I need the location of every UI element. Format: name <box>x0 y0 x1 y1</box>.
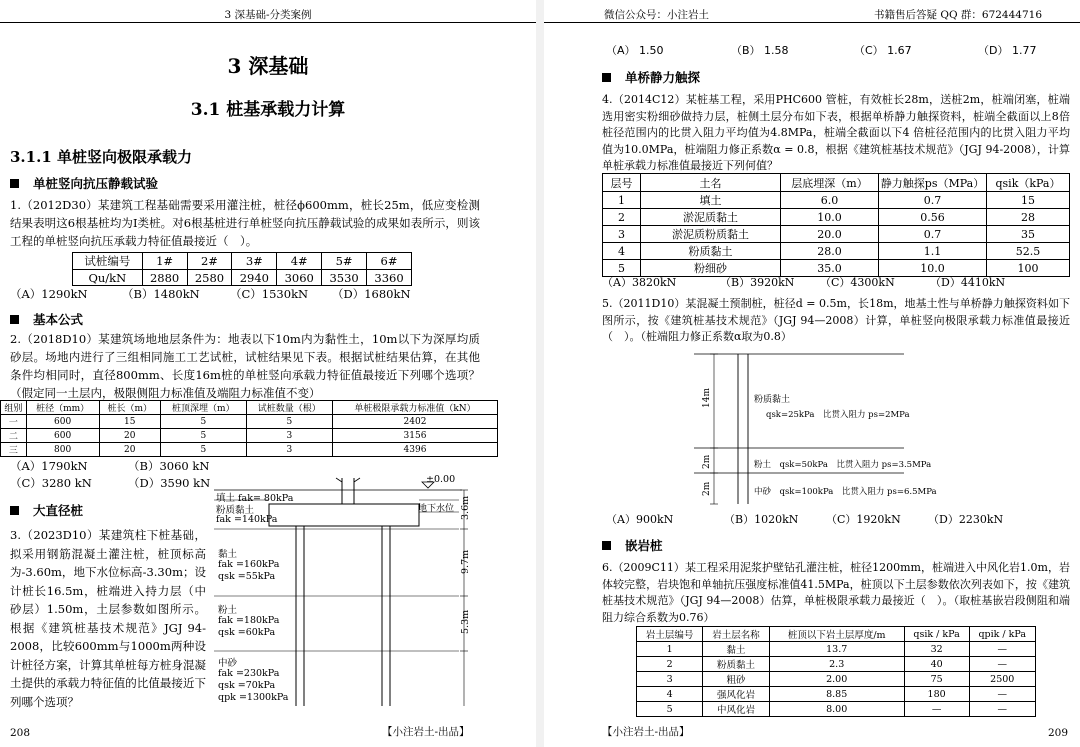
q2-cell: 15 <box>99 415 160 429</box>
heading-basic-formula: 基本公式 <box>10 310 83 328</box>
table-row <box>603 192 1070 209</box>
right-page <box>544 0 1080 747</box>
q4-cell: 淤泥质黏土 <box>641 209 781 226</box>
q2-option-b: （B）3060 kN <box>128 459 210 473</box>
table-row <box>637 657 1036 672</box>
q4-cell: 35.0 <box>781 260 879 277</box>
table-row <box>637 702 1036 717</box>
q4-cell: 0.56 <box>879 209 987 226</box>
q2-cell: 5 <box>160 429 246 443</box>
q1-table-header: 试桩编号 <box>73 253 143 270</box>
q3-silt-fak: fak =180kPa <box>218 615 280 626</box>
q5-option-d: （D）2230kN <box>928 513 1004 526</box>
q2-cell: 3 <box>246 429 332 443</box>
q3-clay-fak: fak =160kPa <box>218 559 280 570</box>
q1-table-header: 3# <box>232 253 277 270</box>
q3-soil-diagram <box>214 474 484 710</box>
table-row <box>637 687 1036 702</box>
q2-table-header: 桩顶深埋（m） <box>160 401 246 415</box>
q5-layer2: 粉土 qsk=50kPa 比贯入阻力 ps=3.5MPa <box>754 460 932 470</box>
q5-dim-1: 14m <box>702 388 712 408</box>
q2-cell: 二 <box>1 429 27 443</box>
q6-table-header: qsik / kPa <box>904 627 969 642</box>
q4-cell: 5 <box>603 260 641 277</box>
q1-table-header: 5# <box>322 253 367 270</box>
q3-sand-label: 中砂 <box>218 658 238 669</box>
q6-table-header: 岩土层名称 <box>703 627 769 642</box>
q4-cell: 0.7 <box>879 192 987 209</box>
table-row <box>603 226 1070 243</box>
q2-cell: 2402 <box>332 415 497 429</box>
q5-dim-2: 2m <box>702 454 712 469</box>
section-title: 3.1 桩基承载力计算 <box>190 100 346 120</box>
top-option-b: （B） 1.58 <box>731 44 789 57</box>
q4-cell: 填土 <box>641 192 781 209</box>
bullet-square-icon <box>10 506 19 515</box>
right-page-number: 209 <box>1048 727 1069 739</box>
q4-table-header: 土名 <box>641 174 781 192</box>
q1-table-row-label: Qu/kN <box>73 270 143 286</box>
q4-cell: 粉细砂 <box>641 260 781 277</box>
q3-silt-clay-label: 粉质黏土 <box>216 505 255 516</box>
q3-dim-3: 5.3m <box>460 609 471 634</box>
q2-cell: 4396 <box>332 443 497 457</box>
q5-layer1-params: qsk=25kPa 比贯入阻力 ps=2MPa <box>766 410 910 420</box>
top-option-d: （D） 1.77 <box>978 44 1037 57</box>
q2-table-header: 试桩数量（根） <box>246 401 332 415</box>
q6-cell: 180 <box>904 687 969 702</box>
q6-cell: 粉质黏土 <box>703 657 769 672</box>
q4-cell: 4 <box>603 243 641 260</box>
q3-dim-2: 9.7m <box>460 549 471 574</box>
q6-cell: 粗砂 <box>703 672 769 687</box>
page-gutter <box>536 0 544 747</box>
q4-options <box>602 274 1072 290</box>
heading-cpt: 单桥静力触探 <box>602 68 700 86</box>
table-row <box>603 243 1070 260</box>
q1-table-cell: 3360 <box>367 270 412 286</box>
q5-option-b: （B）1020kN <box>724 513 799 526</box>
bullet-square-icon <box>10 179 19 188</box>
top-option-c: （C） 1.67 <box>854 44 912 57</box>
bullet-square-icon <box>10 315 19 324</box>
table-row <box>637 672 1036 687</box>
q1-table-cell: 3530 <box>322 270 367 286</box>
q1-option-c: （C）1530kN <box>230 287 309 301</box>
q5-options <box>606 511 1066 527</box>
q4-table-header: qsik（kPa） <box>987 174 1070 192</box>
q3-fill-label: 填土 fak= 80kPa <box>216 493 294 504</box>
q2-cell: 5 <box>160 443 246 457</box>
q6-cell: 5 <box>637 702 703 717</box>
q6-cell: — <box>969 702 1035 717</box>
q6-text: 6.（2009C11）某工程采用泥浆护壁钻孔灌注桩，桩径1200mm，桩端进入中风化岩1.0m，岩体较完整，岩块饱和单轴抗压强度标准值41.5MPa，桩顶以下土层参数依次列表如下，按《建筑桩基技术规范》（JGJ 94—2008）估算，单桩极限承载力最接近（ ）。（取桩基嵌岩段侧阻和端阻力综合系数为0.76） <box>602 561 1070 624</box>
left-page-number: 208 <box>10 727 31 739</box>
q1-option-b: （B）1480kN <box>122 287 200 301</box>
q4-table-header: 层号 <box>603 174 641 192</box>
table-row <box>637 642 1036 657</box>
q6-cell: 3 <box>637 672 703 687</box>
subsection-title: 3.1.1 单桩竖向极限承载力 <box>10 148 192 166</box>
q4-cell: 28 <box>987 209 1070 226</box>
q6-cell: 13.7 <box>769 642 904 657</box>
q6-cell: 2.00 <box>769 672 904 687</box>
q6-cell: — <box>904 702 969 717</box>
bullet-square-icon <box>602 73 611 82</box>
q6-cell: 2 <box>637 657 703 672</box>
q6-cell: — <box>969 657 1035 672</box>
q2-cell: 800 <box>26 443 99 457</box>
q4-option-d: （D）4410kN <box>930 276 1006 289</box>
q3-elevation: ±0.00 <box>426 474 456 485</box>
left-page <box>0 0 536 747</box>
q2-cell: 5 <box>246 415 332 429</box>
left-header <box>0 3 536 23</box>
q4-cell: 0.7 <box>879 226 987 243</box>
q6-table <box>636 626 1036 717</box>
q4-option-a: （A）3820kN <box>602 276 677 289</box>
q2-cell: 一 <box>1 415 27 429</box>
q6-cell: 8.85 <box>769 687 904 702</box>
q4-cell: 3 <box>603 226 641 243</box>
q6-cell: 75 <box>904 672 969 687</box>
q1-table-header: 6# <box>367 253 412 270</box>
q5-layer1-name: 粉质黏土 <box>754 395 791 405</box>
q4-option-c: （C）4300kN <box>820 276 895 289</box>
q6-cell: 2.3 <box>769 657 904 672</box>
q6-cell: 40 <box>904 657 969 672</box>
q1-table-cell: 2940 <box>232 270 277 286</box>
q6-cell: 32 <box>904 642 969 657</box>
right-header <box>544 3 1080 23</box>
q4-cell: 28.0 <box>781 243 879 260</box>
q4-cell: 52.5 <box>987 243 1070 260</box>
chapter-title: 3 深基础 <box>227 54 309 78</box>
q3-dim-1: 3.6m <box>460 495 471 520</box>
q3-sand-fak: fak =230kPa <box>218 668 280 679</box>
q2-table-header: 组别 <box>1 401 27 415</box>
q2-cell: 20 <box>99 429 160 443</box>
q4-cell: 粉质黏土 <box>641 243 781 260</box>
q3-sand-qsk: qsk =70kPa <box>218 680 276 691</box>
q2-cell: 3 <box>246 443 332 457</box>
q6-table-header: qpik / kPa <box>969 627 1035 642</box>
q3-text: 3.（2023D10）某建筑柱下桩基础，拟采用钢筋混凝土灌注桩，桩顶标高为-3.60m，地下水位标高-3.30m；设计桩长16.5m，桩端进入持力层（中砂层）1.50m，土层参数如图所示。根据《建筑桩基技术规范》JGJ 94- 2008，比较600mm与1000m两种设计桩径方案，计算其单桩每方桩身混凝土提供的承载力特征值的比值最接近下列哪个选项？ <box>10 528 206 709</box>
q6-cell: — <box>969 642 1035 657</box>
q1-table-cell: 2880 <box>142 270 187 286</box>
q2-cell: 3156 <box>332 429 497 443</box>
bullet-square-icon <box>602 541 611 550</box>
top-options <box>606 42 1076 58</box>
q6-cell: 强风化岩 <box>703 687 769 702</box>
q5-option-c: （C）1920kN <box>826 513 901 526</box>
table-row <box>1 429 498 443</box>
q2-table-header: 桩径（mm） <box>26 401 99 415</box>
q2-table-header: 单桩极限承载力标准值（kN） <box>332 401 497 415</box>
q2-option-c: （C）3280 kN <box>10 476 92 490</box>
q5-layer3: 中砂 qsk=100kPa 比贯入阻力 ps=6.5MPa <box>754 487 937 497</box>
q6-cell: — <box>969 687 1035 702</box>
q4-cell: 1 <box>603 192 641 209</box>
q2-option-a: （A）1790kN <box>10 459 88 473</box>
q6-table-header: 岩土层编号 <box>637 627 703 642</box>
q5-diagram-lines <box>694 346 1024 506</box>
q4-cell: 15 <box>987 192 1070 209</box>
q2-cell: 600 <box>26 429 99 443</box>
heading-static-test: 单桩竖向抗压静载试验 <box>10 174 158 192</box>
table-row <box>1 443 498 457</box>
q3-clay-qsk: qsk =55kPa <box>218 571 276 582</box>
q4-cell: 100 <box>987 260 1070 277</box>
q1-option-d: （D）1680kN <box>332 287 411 301</box>
right-header-left: 微信公众号：小注岩土 <box>604 9 709 21</box>
left-header-title: 3 深基础-分类案例 <box>224 9 312 21</box>
right-footer-brand: 【小注岩土-出品】 <box>602 726 690 738</box>
q4-cell: 20.0 <box>781 226 879 243</box>
table-row <box>1 415 498 429</box>
q2-table <box>0 400 498 457</box>
q1-table-cell: 2580 <box>187 270 232 286</box>
q2-cell: 20 <box>99 443 160 457</box>
heading-rock-socket: 嵌岩桩 <box>602 536 663 554</box>
q2-option-d: （D）3590 kN <box>128 476 211 490</box>
q3-silt-label: 粉土 <box>218 605 238 616</box>
left-footer-brand: 【小注岩土-出品】 <box>382 726 470 738</box>
q2-text: 2.（2018D10）某建筑场地地层条件为：地表以下10m内为黏性土，10m以下为深厚均质砂层。场地内进行了三组相同施工工艺试桩，试桩结果见下表。根据试桩结果估算，在其他条件均相同时，直径800mm、长度16m桩的单桩竖向承载力特征值最接近下列哪个选项？（假定同一土层内，极限侧阻力标准值及端阻力标准值不变） <box>10 332 480 400</box>
right-header-right: 书籍售后答疑 QQ 群：672444716 <box>874 9 1043 21</box>
q4-option-b: （B）3920kN <box>720 276 795 289</box>
q1-table-header: 2# <box>187 253 232 270</box>
q3-gwt-label: 地下水位 <box>418 504 455 514</box>
q4-cell: 10.0 <box>879 260 987 277</box>
q1-text: 1.（2012D30）某建筑工程基础需要采用灌注桩，桩径ϕ600mm，桩长25m，低应变检测结果表明这6根基桩均为Ⅰ类桩。对6根基桩进行单桩竖向抗压静载试验的成果如表所示，则该工程的单桩竖向抗压承载力特征值最接近（ ）。 <box>10 198 480 248</box>
q2-table-header: 桩长（m） <box>99 401 160 415</box>
q6-cell: 中风化岩 <box>703 702 769 717</box>
q5-diagram <box>694 346 1024 506</box>
q6-table-header: 桩顶以下岩土层厚度/m <box>769 627 904 642</box>
q4-cell: 35 <box>987 226 1070 243</box>
q6-cell: 黏土 <box>703 642 769 657</box>
heading-large-diameter: 大直径桩 <box>10 501 83 519</box>
q6-cell: 2500 <box>969 672 1035 687</box>
q2-options <box>10 458 210 492</box>
q1-option-a: （A）1290kN <box>10 287 88 301</box>
q6-cell: 8.00 <box>769 702 904 717</box>
q1-table <box>72 252 412 286</box>
q4-cell: 10.0 <box>781 209 879 226</box>
q2-cell: 600 <box>26 415 99 429</box>
q4-cell: 淤泥质粉质黏土 <box>641 226 781 243</box>
q4-table-header: 静力触探ps（MPa） <box>879 174 987 192</box>
q4-table <box>602 173 1070 277</box>
q1-table-header: 1# <box>142 253 187 270</box>
top-option-a: （A） 1.50 <box>606 44 664 57</box>
q4-table-header: 层底埋深（m） <box>781 174 879 192</box>
q1-options <box>10 286 490 302</box>
q3-clay-label: 黏土 <box>218 549 238 560</box>
q2-cell: 5 <box>160 415 246 429</box>
q2-cell: 三 <box>1 443 27 457</box>
q4-cell: 6.0 <box>781 192 879 209</box>
q1-table-cell: 3060 <box>277 270 322 286</box>
table-row <box>603 209 1070 226</box>
q4-cell: 1.1 <box>879 243 987 260</box>
q6-cell: 1 <box>637 642 703 657</box>
q5-text: 5.（2011D10）某混凝土预制桩，桩径d = 0.5m，长18m，地基土性与单桥静力触探资料如下图所示，按《建筑桩基技术规范》（JGJ 94—2008）计算，单桩竖向极限承载力标准值最接近（ ）。（桩端阻力修正系数α取为0.8） <box>602 297 1070 343</box>
q3-silt-clay-fak: fak =140kPa <box>216 514 278 525</box>
q5-option-a: （A）900kN <box>606 513 674 526</box>
q3-sand-qpk: qpk =1300kPa <box>218 692 289 703</box>
q6-cell: 4 <box>637 687 703 702</box>
q1-table-header: 4# <box>277 253 322 270</box>
q4-cell: 2 <box>603 209 641 226</box>
q4-text: 4.（2014C12）某桩基工程，采用PHC600 管桩，有效桩长28m，送桩2m，桩端闭塞，桩端选用密实粉细砂做持力层，桩侧土层分布如下表，根据单桥静力触探资料，桩端全截面以上8倍桩径范围内的比贯入阻力平均值为4.8MPa，桩端全截面以下4 倍桩径范围内的比贯入阻力平均值为10.0MPa，桩端阻力修正系数α = 0.8，根据《建筑桩基技术规范》（JGJ 94-2008），计算单桩承载力标准值最接近下列何值？ <box>602 93 1070 172</box>
q5-dim-3: 2m <box>702 481 712 496</box>
q3-silt-qsk: qsk =60kPa <box>218 627 276 638</box>
